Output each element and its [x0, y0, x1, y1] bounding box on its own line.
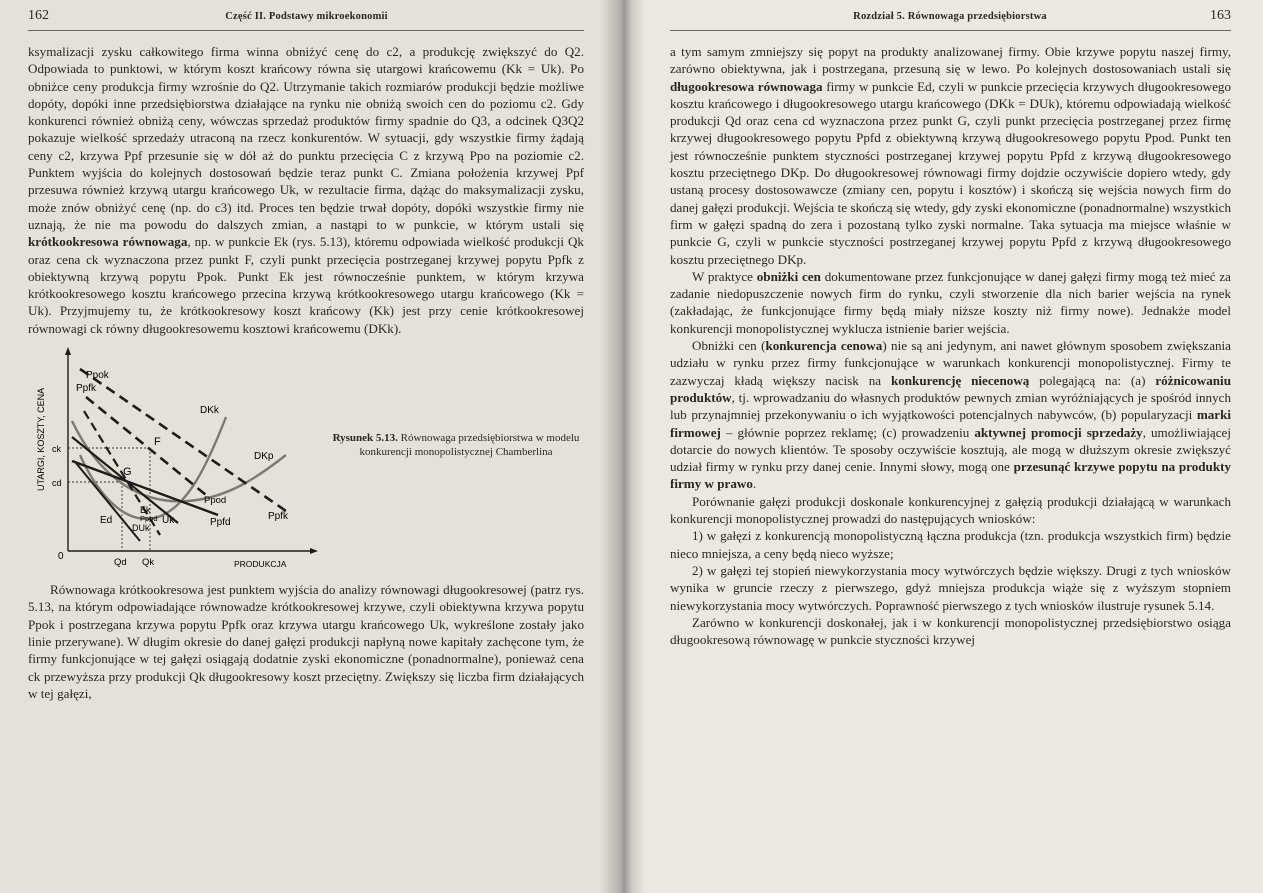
label-uk: Uk	[162, 515, 175, 527]
left-running-header	[28, 8, 584, 36]
origin-label: 0	[58, 551, 64, 563]
book-gutter-shadow	[600, 0, 646, 893]
right-header-rule	[670, 30, 1231, 31]
right-paragraph-7: Zarówno w konkurencji doskonałej, jak i w konkurencji monopolistycznej przedsiębiorstwo osiąga długookresową równowagę w punkcie styczności krzywej	[670, 614, 1231, 648]
right-running-head-title: Rozdział 5. Równowaga przedsiębiorstwa	[853, 11, 1047, 22]
caption-title: Rysunek 5.13.	[332, 432, 398, 445]
ppod-curve	[72, 437, 178, 523]
label-ed: Ed	[100, 515, 113, 527]
y-axis-label: UTARGI, KOSZTY, CENA	[36, 387, 46, 492]
label-ck: ck	[52, 444, 61, 455]
ppok-curve	[86, 397, 206, 495]
label-ppod: Ppod	[204, 495, 227, 507]
x-axis-label: PRODUKCJA	[234, 559, 287, 570]
figure-caption	[328, 431, 584, 459]
right-paragraph-2: W praktyce obniżki cen dokumentowane przez funkcjonujące w danej gałęzi firmy mogą też mieć za zadanie niedopuszczenie nowych firm do rynku, czyli stworzenie dla nich barier wejścia na rynek (zakładając, że funkcjonujące firmy będą miały niższe koszty niż firmy nowe). Jednakże model konkurencji monopolistycznej wyklucza istnienie barier wejścia.	[670, 268, 1231, 336]
chamberlin-diagram	[28, 345, 328, 573]
left-page	[0, 0, 622, 893]
right-running-header	[670, 8, 1231, 36]
right-paragraph-5: 1) w gałęzi z konkurencją monopolistyczną łączna produkcja (tzn. produkcja wszystkich firm) będzie nieco mniejsza, a ceny będą nieco wyższe;	[670, 528, 1231, 561]
caption-text: Równowaga przedsiębiorstwa w modelu konkurencji monopolistycznej Chamberlina	[359, 432, 580, 459]
label-duk: DUk	[132, 523, 150, 534]
x-axis-arrow	[310, 548, 318, 554]
right-paragraph-1: a tym samym zmniejszy się popyt na produkty analizowanej firmy. Obie krzywe popytu naszej firmy, zarówno obiektywna, jak i postrzegana, przesuną się w lewo. Po kolejnych dostosowaniach ustali się długookresowa równowaga firmy w punkcie Ed, czyli w punkcie przecięcia krzywych długookresowego kosztu krańcowego i długookresowego utargu krańcowego (DKk = DUk), któremu odpowiadają wielkość produkcji Qd oraz cena cd wyznaczona przez punkt G, czyli punkt przecięcia postrzeganej przez firmę krzywej długookresowego popytu Ppfd z obiektywną krzywą długookresowego popytu Ppod. Punkt ten jest równocześnie punktem styczności postrzeganej krzywej popytu Ppfd z krzywą długookresowego kosztu przeciętnego DKp. Do długookresowej równowagi firmy dojdzie oczywiście dopiero wtedy, gdy ustaną procesy dostosowawcze (zmiany cen, popytu i kosztów) i skończą się wejścia nowych firm do danej gałęzi produkcji. Wejścia te skończą się wtedy, gdy zyski ekonomiczne (ponadnormalne) wszystkich firm w gałęzi spadną do zera i pozostaną tylko zyski normalne. Taka sytuacja ma miejsce właśnie w punkcie G, czyli w punkcie styczności postrzeganej krzywej popytu Ppfd z krzywą długookresowego kosztu przeciętnego DKp.	[670, 44, 1231, 267]
left-paragraph-2: Równowaga krótkookresowa jest punktem wyjścia do analizy równowagi długookresowej (patrz rys. 5.13, na którym odpowiadające równowadze krótkookresowej krzywe, czyli obiektywna krzywa popytu Ppok i postrzegana krzywa popytu Ppfk oraz krzywa utargu krańcowego Uk, wykreślone zostały jako linie przerywane). W długim okresie do danej gałęzi produkcji napłyną nowe kapitały zachęcone tym, że firmy funkcjonujące w tej gałęzi osiągają dodatnie zyski ekonomiczne (ponadnormalne), ponieważ cena ck przewyższa przy produkcji Qk długookresowy koszt przeciętny. Zwiększy się liczba firm działających w tej gałęzi,	[28, 582, 584, 701]
label-dkp: DKp	[254, 451, 274, 463]
label-ppfd: Ppfd	[210, 517, 231, 529]
left-paragraph-1: ksymalizacji zysku całkowitego firma winna obniżyć cenę do c2, a produkcję zwiększyć do Q2. Odpowiada to punktowi, w którym koszt krańcowy równa się utargowi krańcowemu (Kk = Uk). Po obniżce ceny produkcja firmy wzrośnie do Q2. Utrzymanie takich rozmiarów produkcji będzie możliwe dopóty, dopóki inne przedsiębiorstwa działające na rynku nie obniżą swoich cen do poziomu c2. Gdy konkurenci również obniżą ceny, wówczas sprzedaż produktów firmy spadnie do Q3, a odcinek Q3Q2 pokazuje wielkość sprzedaży utraconą na rzecz konkurentów. W sytuacji, gdy wszystkie firmy żądają ceny c2, krzywa Ppf przesunie się w dół aż do punktu przecięcia C z krzywą Ppo na poziomie c2. Punktem wyjścia do kolejnych dostosowań będzie teraz punkt C. Zmiana położenia krzywej Ppf przesuwa również krzywą utargu krańcowego Uk, w rezultacie firma, dążąc do maksymalizacji zysku, może znów obniżyć cenę (np. do c3) itd. Proces ten będzie trwał dopóty, dopóki wszystkie firmy nie uznają, że nie ma powodu do dalszych zmian, a nastąpi to w punkcie, w którym ustali się krótkookresowa równowaga, np. w punkcie Ek (rys. 5.13), któremu odpowiada wielkość produkcji Qk oraz cena ck wyznaczona przez punkt F, czyli punkt przecięcia postrzeganej krzywej popytu Ppfk z obiektywną krzywą popytu Ppok. Punkt Ek jest równocześnie punktem, w którym krzywa krótkookresowego kosztu krańcowego przecina krzywą krótkookresowego utargu krańcowego (Kk = Uk). Przyjmujemy tu, że krótkookresowy koszt krańcowy (Kk) jest przy cenie krótkookresowej równowagi ck równy długookresowemu kosztowi krańcowemu (DKk).	[28, 44, 584, 336]
label-f: F	[154, 436, 161, 449]
right-page	[622, 0, 1263, 893]
label-ppod-small: Ppod	[140, 514, 158, 524]
left-page-number: 162	[28, 8, 49, 23]
ppfk-curve	[80, 369, 286, 511]
label-ppfk-top: Ppfk	[76, 383, 97, 395]
right-page-number: 163	[1210, 8, 1231, 23]
label-ek: Ek	[140, 505, 151, 516]
label-ppok-top: Ppok	[86, 370, 109, 382]
label-g: G	[123, 466, 132, 479]
label-cd: cd	[52, 478, 62, 489]
label-ppfk-right: Ppfk	[268, 511, 289, 523]
y-axis-arrow	[65, 347, 71, 355]
left-header-rule	[28, 30, 584, 31]
right-paragraph-3: Obniżki cen (konkurencja cenowa) nie są ani jedynym, ani nawet głównym sposobem zwiększania udziału w rynku przez firmy funkcjonujące w warunkach konkurencji monopolistycznej. Firmy te zazwyczaj kładą większy nacisk na konkurencję niecenową polegającą na: (a) różnicowaniu produktów, tj. wprowadzaniu do własnych produktów pewnych zmian wyróżniających je spośród innych lub przynajmniej przekonywaniu o ich wyjątkowości potencjalnych nabywców, (b) popularyzacji marki firmowej – głównie poprzez reklamę; (c) prowadzeniu aktywnej promocji sprzedaży, umożliwiającej dotarcie do nowych klientów. Te sposoby oczywiście kosztują, ale mogą w dłuższym okresie zwiększyć udział firmy w rynku przy danej cenie. Innymi słowy, mogą one przesunąć krzywe popytu na produkty firmy w prawo.	[670, 338, 1232, 492]
label-qk: Qk	[142, 557, 155, 569]
label-dkk: DKk	[200, 405, 219, 417]
label-qd: Qd	[114, 557, 127, 569]
right-paragraph-6: 2) w gałęzi tej stopień niewykorzystania mocy wytwórczych będzie większy. Drugi z tych wniosków wynika w gruncie rzeczy z pierwszego, gdyż mniejsza produkcja wiąże się z wyższym stopniem niewykorzystania mocy wytwórczych. Poprawność pierwszego z tych wniosków ilustruje rysunek 5.14.	[670, 562, 1231, 613]
right-paragraph-4: Porównanie gałęzi produkcji doskonale konkurencyjnej z gałęzią produkcji działającą w warunkach konkurencji monopolistycznej prowadzi do następujących wniosków:	[670, 493, 1231, 527]
figure-5-13	[28, 345, 584, 573]
left-running-head-title: Część II. Podstawy mikroekonomii	[225, 11, 388, 22]
